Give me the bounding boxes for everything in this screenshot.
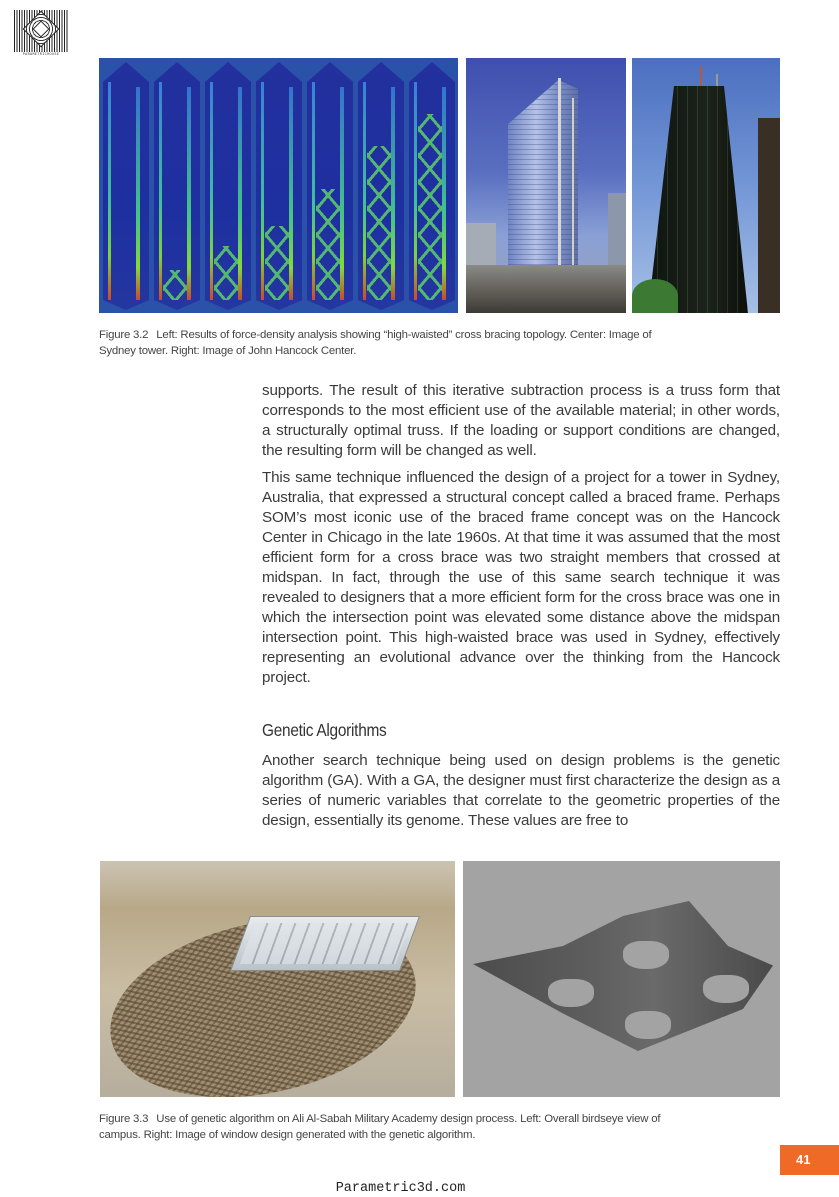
fd-panel-7	[409, 62, 455, 310]
fd-panel-3	[205, 62, 251, 310]
campus-birdseye-image	[100, 861, 455, 1097]
paragraph: This same technique influenced the design of a project for a tower in Sydney, Australia, that expressed a structural concept called a braced frame. Perhaps SOM’s most iconic use of the braced frame concept was on the Hancock Center in Chicago in the late 1960s. At that time it was assumed that the most efficient form for a cross brace was two straight members that crossed at midspan. In fact, through the use of this same search technique it was revealed to designers that a more efficient form for the cross brace was one in which the intersection point was elevated some distance above the midspan intersection point. This high-waisted brace was used in Sydney, effectively representing an evolutional advance over the thinking from the Hancock project.	[262, 469, 780, 686]
body-text-top	[262, 381, 780, 695]
window-design-image	[463, 861, 780, 1097]
footer-watermark: Parametric3d.com	[335, 1181, 466, 1196]
fd-panel-1	[103, 62, 149, 310]
body-text-bottom	[262, 751, 780, 838]
force-density-image	[99, 58, 458, 313]
paragraph: Another search technique being used on design problems is the genetic algorithm (GA). With a GA, the designer must first characterize the design as a series of numeric variables that correlate to the geometric properties of the design, essentially its genome. These values are free to	[262, 752, 780, 829]
logo-stripes	[14, 10, 68, 52]
fd-panel-2	[154, 62, 200, 310]
publisher-logo	[14, 10, 68, 58]
logo-text: PARAMETRICHOUSE	[22, 53, 60, 57]
figure-number: Figure 3.3	[99, 1113, 149, 1125]
figure-3-2-caption: Figure 3.2 Left: Results of force-density analysis showing “high-waisted” cross bracing topology. Center: Image of Sydney tower. Right: Image of John Hancock Center.	[99, 329, 652, 357]
figure-number: Figure 3.2	[99, 329, 149, 341]
page-number-badge: 41	[780, 1145, 839, 1175]
section-heading: Genetic Algorithms	[262, 720, 387, 740]
sydney-tower-image	[466, 58, 626, 313]
paragraph: supports. The result of this iterative subtraction process is a truss form that corresponds to the most efficient use of the available material; in other words, a structurally optimal truss. If the loading or support conditions are changed, the resulting form will be changed as well.	[262, 382, 780, 459]
fd-panel-5	[307, 62, 353, 310]
figure-3-3-caption: Figure 3.3 Use of genetic algorithm on Ali Al-Sabah Military Academy design process. Left: Overall birdseye view of campus. Right: Image of window design generated with the genetic algorithm.	[99, 1113, 661, 1141]
logo-diamond-icon	[23, 11, 60, 48]
fd-panel-4	[256, 62, 302, 310]
hancock-center-image	[632, 58, 780, 313]
fd-panel-6	[358, 62, 404, 310]
